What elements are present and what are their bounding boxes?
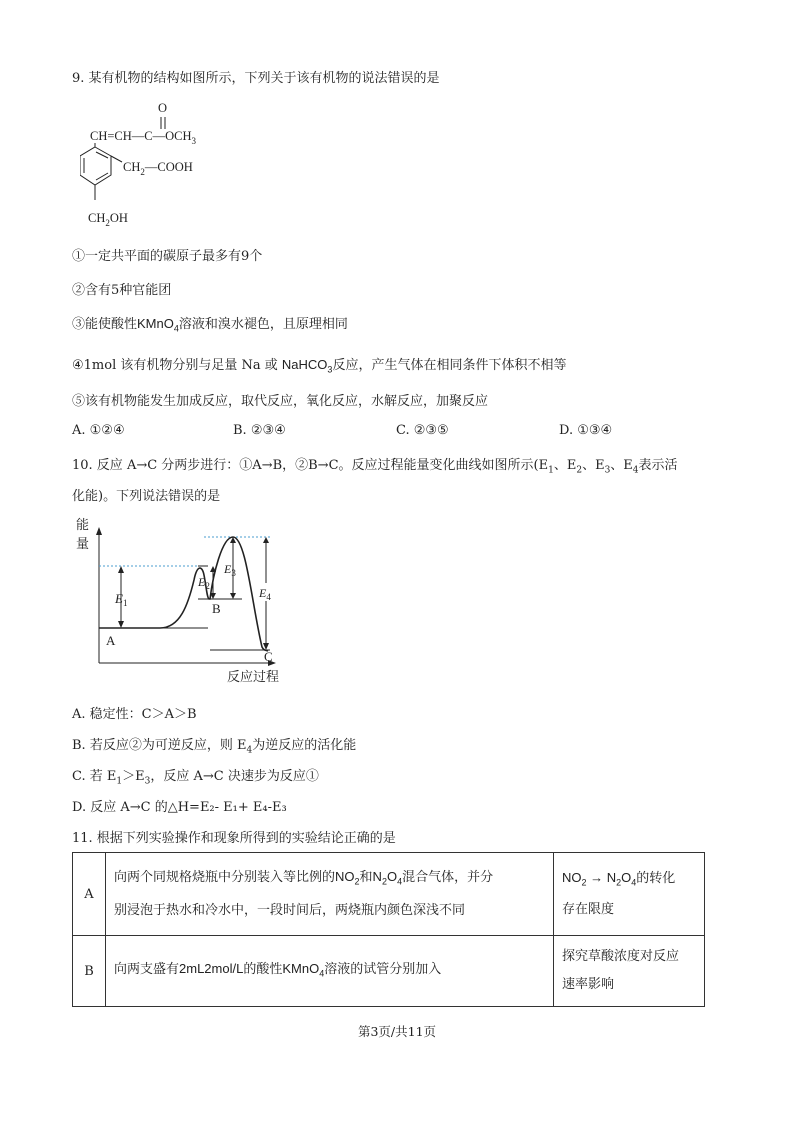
carbonyl-oxygen: O xyxy=(158,101,168,115)
E2-label: $E_2$ xyxy=(198,575,210,591)
energy-diagram xyxy=(70,515,290,687)
row-operation: 向两个同规格烧瓶中分别装入等比例的$NO_2$和$N_2O_4$混合气体，并分 别浸泡于热水和冷水中，一段时间后，两烧瓶内颜色深浅不同 xyxy=(106,853,554,936)
chain-bottom-text: $CH_2OH$ xyxy=(88,211,128,228)
q9-stem: 9. 某有机物的结构如图所示，下列关于该有机物的说法错误的是 xyxy=(72,71,440,86)
q9-statement-2: ②含有5种官能团 xyxy=(72,283,172,298)
q10-stem-line1: 10. 反应 A→C 分两步进行：①A→B，②B→C。反应过程能量变化曲线如图所示($E_1$、$E_2$、$E_3$、$E_4$表示活 xyxy=(72,458,678,476)
E3-label: $E_3$ xyxy=(224,562,236,578)
q10-option-b[interactable]: B. 若反应②为可逆反应，则 $E_4$为逆反应的活化能 xyxy=(72,738,357,756)
q10-option-a[interactable]: A. 稳定性：C＞A＞B xyxy=(72,707,197,722)
row-conclusion: 探究草酸浓度对反应 速率影响 xyxy=(554,936,705,1007)
energy-curve xyxy=(99,537,268,651)
q9-option-c[interactable]: C. ②③⑤ xyxy=(396,423,449,438)
row-conclusion: $NO_2 \to N_2O_4$的转化 存在限度 xyxy=(554,853,705,936)
q9-statement-5: ⑤该有机物能发生加成反应，取代反应，氧化反应，水解反应，加聚反应 xyxy=(72,394,489,409)
q10-option-c[interactable]: C. 若 $E_1>E_3$，反应 A→C 决速步为反应① xyxy=(72,769,319,787)
y-axis-label-top: 能 xyxy=(76,517,90,532)
label-C: C xyxy=(264,649,273,664)
row-operation: 向两支盛有2mL2mol/L的酸性KMnO$_4$溶液的试管分别加入 xyxy=(106,936,554,1007)
benzene-ring xyxy=(80,147,111,185)
q9-statement-3: ③能使酸性KMnO$_4$溶液和溴水褪色，且原理相同 xyxy=(72,316,348,334)
q11-table xyxy=(72,852,705,1007)
page-footer: 第3页/共11页 xyxy=(357,1024,437,1039)
q10-option-d[interactable]: D. 反应 A→C 的△H=E₂- E₁+ E₄-E₃ xyxy=(72,800,287,815)
E4-label: $E_4$ xyxy=(259,586,271,602)
q10-stem-line2: 化能)。下列说法错误的是 xyxy=(72,489,221,504)
q9-structure-diagram xyxy=(80,96,260,232)
chain-mid-text: $CH_2—COOH$ xyxy=(123,160,193,177)
q9-option-d[interactable]: D. ①③④ xyxy=(559,423,613,438)
q9-statement-1: ①一定共平面的碳原子最多有9个 xyxy=(72,249,263,264)
q11-stem: 11. 根据下列实验操作和现象所得到的实验结论正确的是 xyxy=(72,831,396,846)
q9-option-b[interactable]: B. ②③④ xyxy=(233,423,286,438)
row-label: B xyxy=(73,936,106,1007)
chain-top-text: $CH=CH—C—OCH_3$ xyxy=(90,129,197,146)
q9-statement-4: ④1mol 该有机物分别与足量 Na 或 NaHCO$_3$反应，产生气体在相同条件下体积不相等 xyxy=(72,357,567,375)
row-label: A xyxy=(73,853,106,936)
q9-option-a[interactable]: A. ①②④ xyxy=(72,423,125,438)
label-B: B xyxy=(212,601,221,616)
table-row xyxy=(73,853,705,936)
x-axis-label: 反应过程 xyxy=(227,669,280,684)
E1-label: $E_1$ xyxy=(115,591,128,608)
label-A: A xyxy=(106,633,116,648)
table-row xyxy=(73,936,705,1007)
y-axis-label-bottom: 量 xyxy=(76,536,90,551)
